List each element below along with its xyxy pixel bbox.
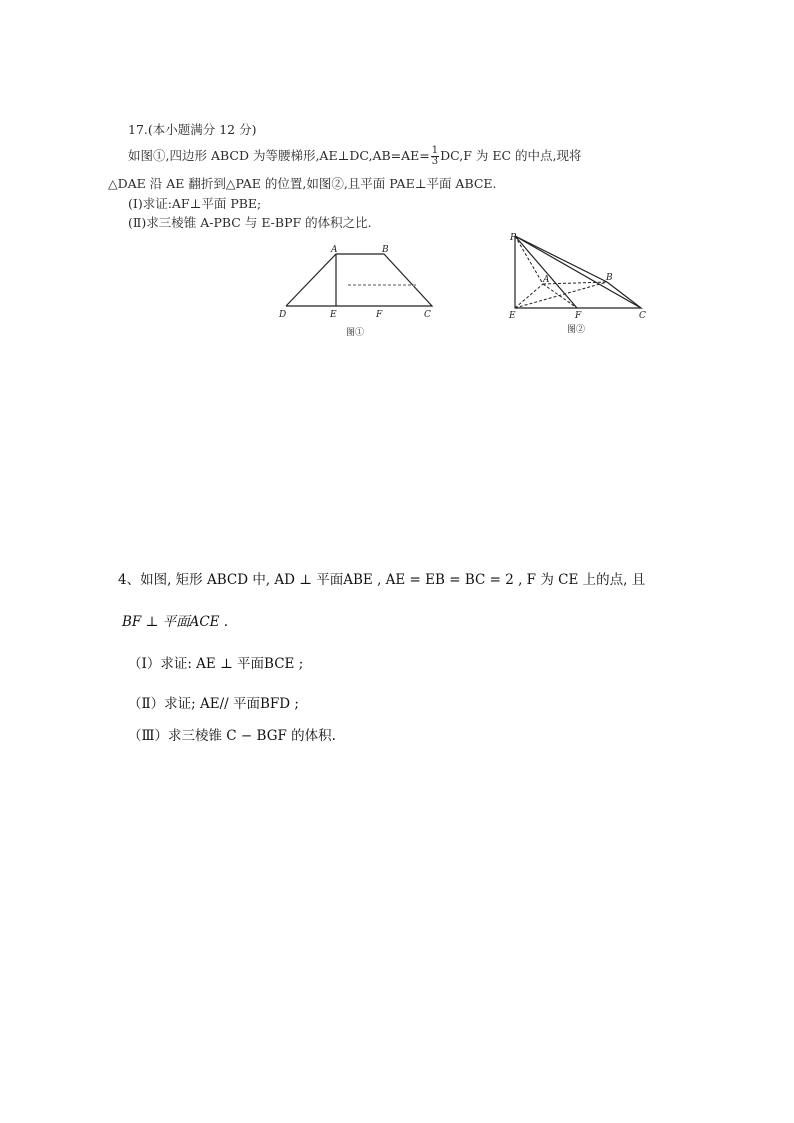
problem-4-question-1: （Ⅰ）求证: AE ⊥ 平面BCE ; <box>128 656 304 672</box>
line1-prefix: 如图①,四边形 ABCD 为等腰梯形,AE⊥DC,AB=AE= <box>128 148 430 163</box>
figure-1-trapezoid <box>276 243 446 347</box>
label-b: B <box>606 273 613 283</box>
edge-bc <box>607 282 641 308</box>
line1-suffix: DC,F 为 EC 的中点,现将 <box>440 148 582 163</box>
triangle-pec <box>515 236 641 308</box>
label-c: C <box>639 311 646 321</box>
problem-4-line1: 4、如图, 矩形 ABCD 中, AD ⊥ 平面ABE , AE = EB = BC = 2 , F 为 CE 上的点, 且 <box>118 572 646 588</box>
problem-17-line2: △DAE 沿 AE 翻折到△PAE 的位置,如图②,且平面 PAE⊥平面 ABCE. <box>108 176 497 191</box>
problem-4-question-3: （Ⅲ）求三棱锥 C − BGF 的体积. <box>128 728 336 744</box>
edge-pf <box>515 236 577 308</box>
problem-17-question-2: (Ⅱ)求三棱锥 A-PBC 与 E-BPF 的体积之比. <box>128 215 372 230</box>
edge-eb <box>515 282 607 308</box>
label-p: P <box>510 233 517 243</box>
figure-2-pyramid <box>505 232 655 346</box>
label-b: B <box>382 245 389 255</box>
figure-1-caption: 图① <box>346 328 365 338</box>
label-a: A <box>331 245 338 255</box>
label-a: A <box>543 275 550 285</box>
problem-17-question-1: (Ⅰ)求证:AF⊥平面 PBE; <box>128 196 262 211</box>
label-f: F <box>575 311 582 321</box>
figure-1-svg <box>276 243 446 343</box>
problem-17-line1 <box>128 146 582 167</box>
fraction <box>431 146 439 167</box>
edge-ea <box>515 284 543 308</box>
figure-2-svg <box>505 232 655 342</box>
problem-17-heading: 17.(本小题满分 12 分) <box>128 122 257 137</box>
label-e: E <box>330 310 337 320</box>
fraction-numerator: 1 <box>431 145 439 156</box>
label-c: C <box>424 310 431 320</box>
problem-4-line2: BF ⊥ 平面ACE . <box>122 614 229 630</box>
label-d: D <box>279 310 287 320</box>
figure-2-caption: 图② <box>567 325 586 335</box>
problem-4-question-2: （Ⅱ）求证; AE// 平面BFD ; <box>128 696 299 712</box>
trapezoid-outline <box>286 254 432 306</box>
label-e: E <box>509 311 516 321</box>
label-f: F <box>376 310 383 320</box>
fraction-denominator: 3 <box>431 156 439 167</box>
